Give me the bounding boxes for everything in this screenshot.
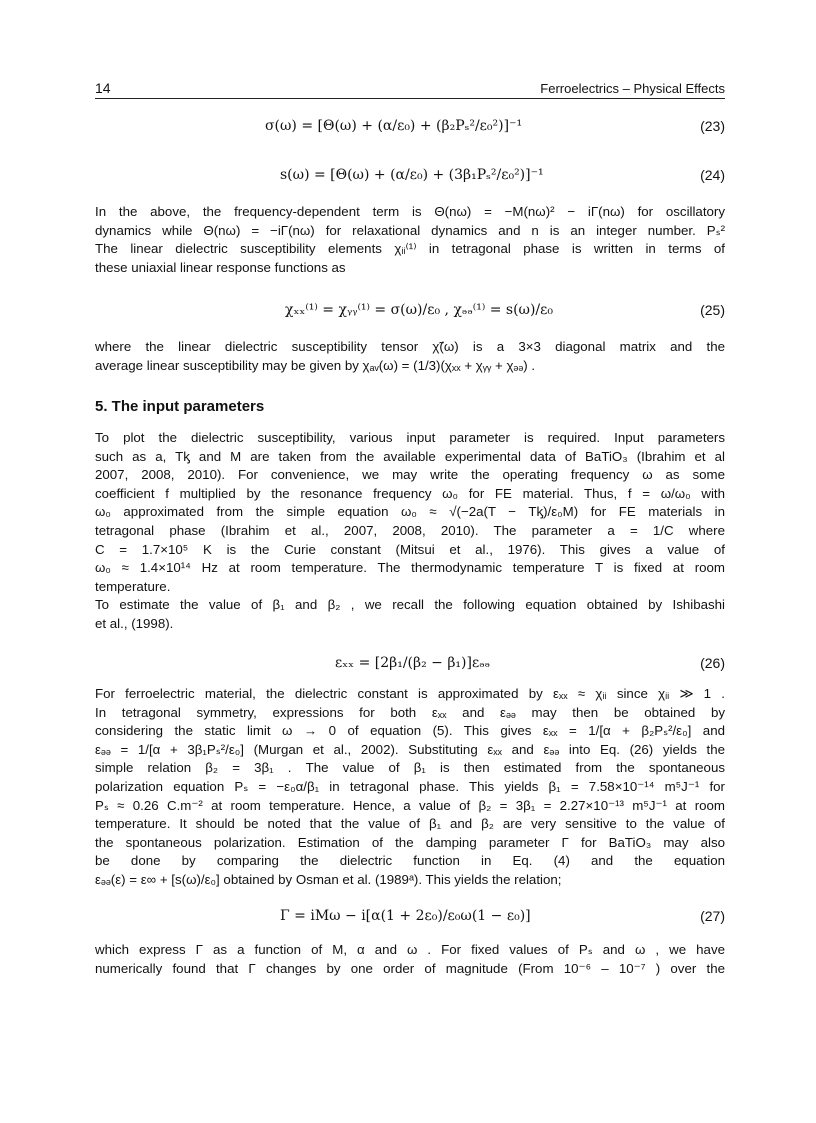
text-line: temperature. It should be noted that the value of β₁ and β₂ are very sensitive to the value of (95, 816, 725, 832)
equation-23 (95, 118, 725, 140)
text-line: where the linear dielectric susceptibility tensor χ̃(ω) is a 3×3 diagonal matrix and the (95, 339, 725, 354)
text-line: tetragonal phase (Ibrahim et al., 2007, 2008, 2010). The parameter a = 1/C where (95, 522, 725, 538)
text-line: For ferroelectric material, the dielectric constant is approximated by εₓₓ ≈ χᵢᵢ since χᵢᵢ ≫ 1 . (95, 686, 725, 701)
text-line: such as a, Tᶄ and M are taken from the available experimental data of BaTiO₃ (Ibrahim et al (95, 448, 725, 464)
text-line: polarization equation Pₛ = −ε₀α/β₁ in tetragonal phase. This yields β₁ = 7.58×10⁻¹⁴ m⁵J⁻¹ for (95, 778, 725, 794)
equation-26-expression: εₓₓ = [2β₁/(β₂ − β₁)]εₔₔ (335, 655, 491, 671)
equation-24-number: (24) (700, 167, 725, 183)
text-line: In tetragonal symmetry, expressions for both εₓₓ and εₔₔ may then be obtained by (95, 704, 725, 720)
section-heading: 5. The input parameters (95, 398, 265, 415)
text-line: dynamics while Θ(nω) = −iΓ(nω) for relaxational dynamics and n is an integer number. Pₛ² (95, 222, 725, 238)
text-line: The linear dielectric susceptibility elements χᵢᵢ⁽¹⁾ in tetragonal phase is written in terms of (95, 241, 725, 257)
text-line: temperature. (95, 578, 171, 594)
text-line: average linear susceptibility may be given by χₐᵥ(ω) = (1/3)(χₓₓ + χᵧᵧ + χₔₔ) . (95, 357, 536, 373)
text-line: In the above, the frequency-dependent term is Θ(nω) = −M(nω)² − iΓ(nω) for oscillatory (95, 204, 725, 219)
text-line: 2007, 2008, 2010). For convenience, we may write the operating frequency ω as some (95, 467, 725, 483)
text-line: Pₛ ≈ 0.26 C.m⁻² at room temperature. Hence, a value of β₂ = 3β₁ = 2.27×10⁻¹³ m⁵J⁻¹ at room (95, 797, 725, 813)
equation-26 (95, 655, 725, 677)
paragraph-frequency-term (95, 203, 725, 277)
text-line: ω₀ ≈ 1.4×10¹⁴ Hz at room temperature. The thermodynamic temperature T is fixed at room (95, 560, 725, 576)
text-line: εₔₔ = 1/[α + 3β₁Pₛ²/ε₀] (Murgan et al., 2002). Substituting εₓₓ and εₔₔ into Eq. (26) yields the (95, 741, 725, 757)
text-line: ω₀ approximated from the simple equation ω₀ ≈ √(−2a(T − Tᶄ)/ε₀M) for FE materials in (95, 504, 725, 520)
text-line: be done by comparing the dielectric function in Eq. (4) and the equation (95, 853, 725, 869)
equation-25 (95, 302, 725, 324)
text-line: these uniaxial linear response functions as (95, 259, 346, 275)
paragraph-dielectric-constant (95, 685, 725, 890)
page-header (95, 80, 725, 100)
text-line: which express Γ as a function of M, α and ω . For fixed values of Pₛ and ω , we have (95, 942, 725, 957)
header-rule (95, 98, 725, 99)
text-line: C = 1.7×10⁵ K is the Curie constant (Mitsui et al., 1976). This gives a value of (95, 541, 725, 557)
text-line: et al., (1998). (95, 615, 174, 631)
paragraph-input-parameters (95, 429, 725, 634)
text-line: To estimate the value of β₁ and β₂ , we recall the following equation obtained by Ishibashi (95, 597, 725, 613)
text-line: numerically found that Γ changes by one order of magnitude (From 10⁻⁶ – 10⁻⁷ ) over the (95, 960, 725, 976)
equation-26-number: (26) (700, 655, 725, 671)
running-title: Ferroelectrics – Physical Effects (540, 81, 725, 96)
equation-23-expression: σ(ω) = [Θ(ω) + (α/ε₀) + (β₂Pₛ²/ε₀²)]⁻¹ (265, 118, 523, 134)
text-line: the spontaneous polarization. Estimation of the damping parameter Γ for BaTiO₃ may also (95, 834, 725, 850)
text-line: To plot the dielectric susceptibility, various input parameter is required. Input parameters (95, 430, 725, 445)
text-line: simple relation β₂ = 3β₁ . The value of β₁ is then estimated from the spontaneous (95, 760, 725, 776)
equation-27-number: (27) (700, 908, 725, 924)
page-number: 14 (95, 80, 111, 96)
equation-24 (95, 167, 725, 189)
text-line: εₔₔ(ε) = ε∞ + [s(ω)/ε₀] obtained by Osman et al. (1989ᵃ). This yields the relation; (95, 871, 562, 887)
text-line: coefficient f multiplied by the resonance frequency ω₀ for FE material. Thus, f = ω/ω₀ with (95, 485, 725, 501)
paragraph-damping-parameter (95, 941, 725, 978)
equation-27 (95, 908, 725, 930)
text-line: considering the static limit ω → 0 of equation (5). This gives εₓₓ = 1/[α + β₂Pₛ²/ε₀] and (95, 723, 725, 739)
equation-27-expression: Γ = iMω − i[α(1 + 2ε₀)/ε₀ω(1 − ε₀)] (280, 908, 531, 924)
equation-23-number: (23) (700, 118, 725, 134)
equation-25-expression: χₓₓ⁽¹⁾ = χᵧᵧ⁽¹⁾ = σ(ω)/ε₀ , χₔₔ⁽¹⁾ = s(ω)/ε₀ (285, 302, 553, 318)
equation-24-expression: s(ω) = [Θ(ω) + (α/ε₀) + (3β₁Pₛ²/ε₀²)]⁻¹ (280, 167, 544, 183)
paragraph-susceptibility-tensor (95, 338, 725, 375)
equation-25-number: (25) (700, 302, 725, 318)
